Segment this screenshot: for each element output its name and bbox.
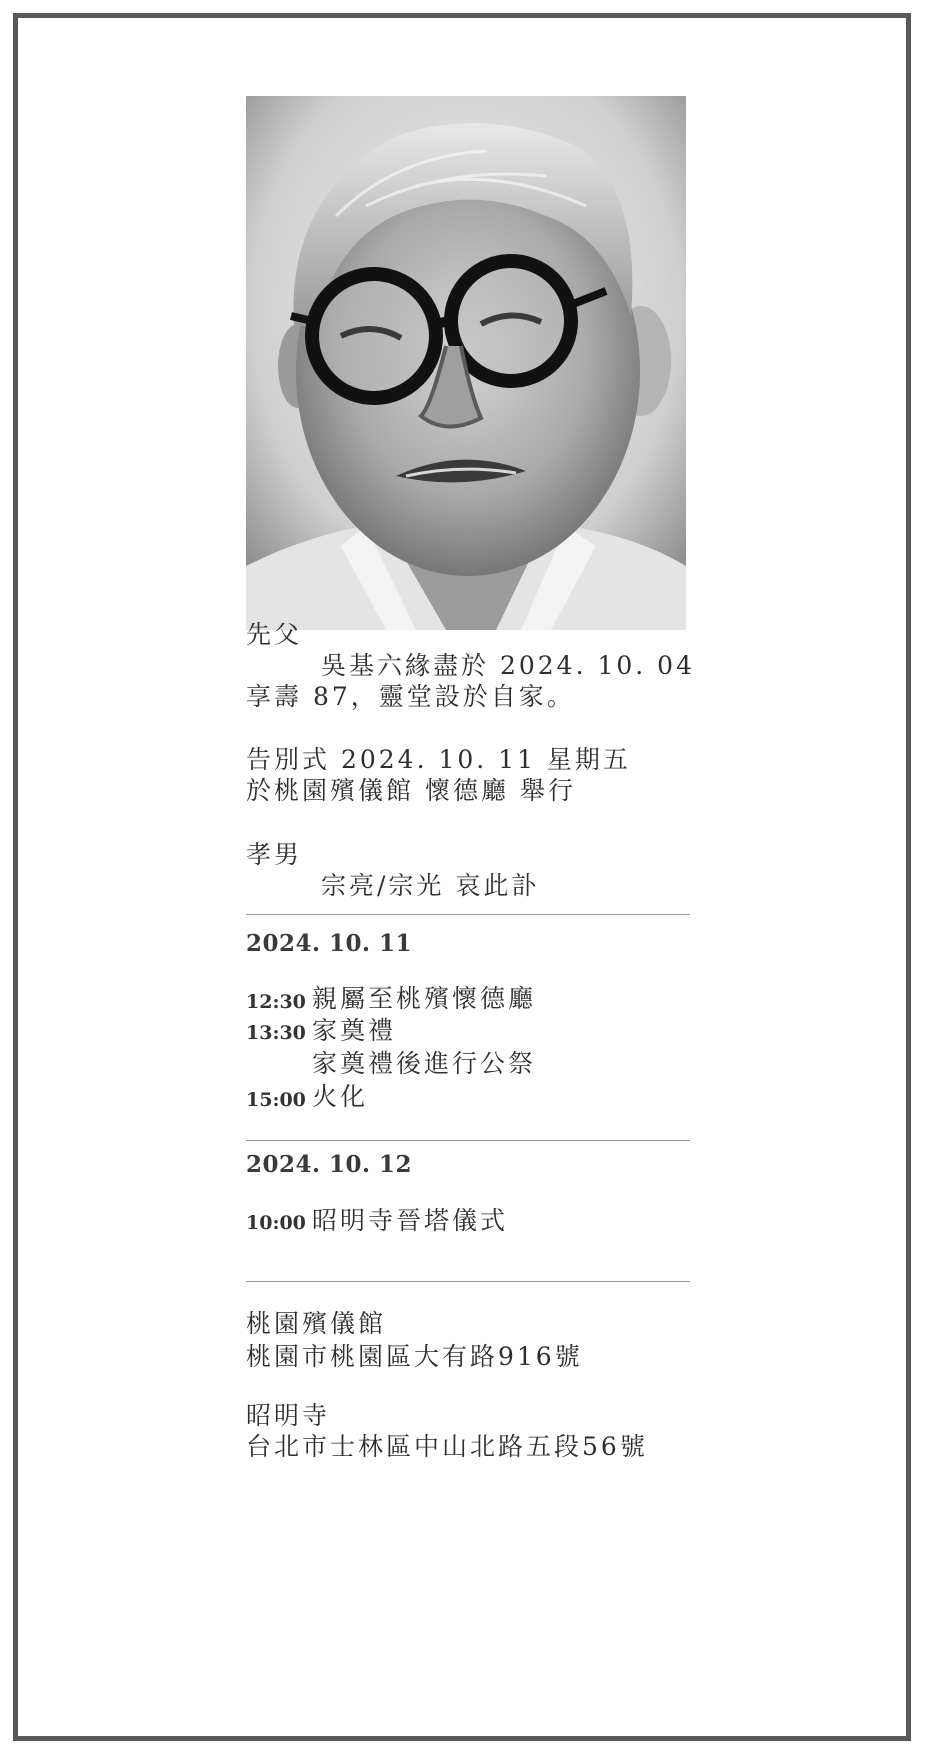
schedule-item: 家奠禮後進行公祭 [312, 1049, 537, 1078]
father-label: 先父 [246, 620, 303, 649]
location-address: 桃園市桃園區大有路916號 [246, 1342, 583, 1371]
sons-line: 宗亮/宗光 哀此訃 [321, 871, 540, 900]
schedule-date: 2024. 10. 11 [246, 930, 413, 957]
schedule-time: 15:00 [246, 1089, 306, 1111]
ceremony-line: 告別式 2024. 10. 11 星期五 [246, 745, 631, 774]
age-line: 享壽 87，靈堂設於自家。 [246, 682, 575, 711]
schedule-time: 13:30 [246, 1022, 306, 1044]
son-label: 孝男 [246, 840, 303, 869]
schedule-item: 親屬至桃殯懷德廳 [312, 984, 537, 1013]
schedule-item: 昭明寺晉塔儀式 [312, 1206, 509, 1235]
divider [246, 1140, 690, 1141]
portrait-photo [246, 96, 686, 630]
divider [246, 1281, 690, 1282]
location-name: 昭明寺 [246, 1401, 331, 1430]
location-name: 桃園殯儀館 [246, 1309, 387, 1338]
divider [246, 914, 690, 915]
schedule-date: 2024. 10. 12 [246, 1151, 413, 1178]
death-line: 吳基六緣盡於 2024. 10. 04 [321, 651, 695, 680]
schedule-item: 火化 [312, 1082, 369, 1111]
location-address: 台北市士林區中山北路五段56號 [246, 1432, 648, 1461]
schedule-time: 12:30 [246, 991, 306, 1013]
schedule-time: 10:00 [246, 1212, 306, 1234]
venue-line: 於桃園殯儀館 懷德廳 舉行 [246, 776, 576, 805]
schedule-item: 家奠禮 [312, 1016, 397, 1045]
